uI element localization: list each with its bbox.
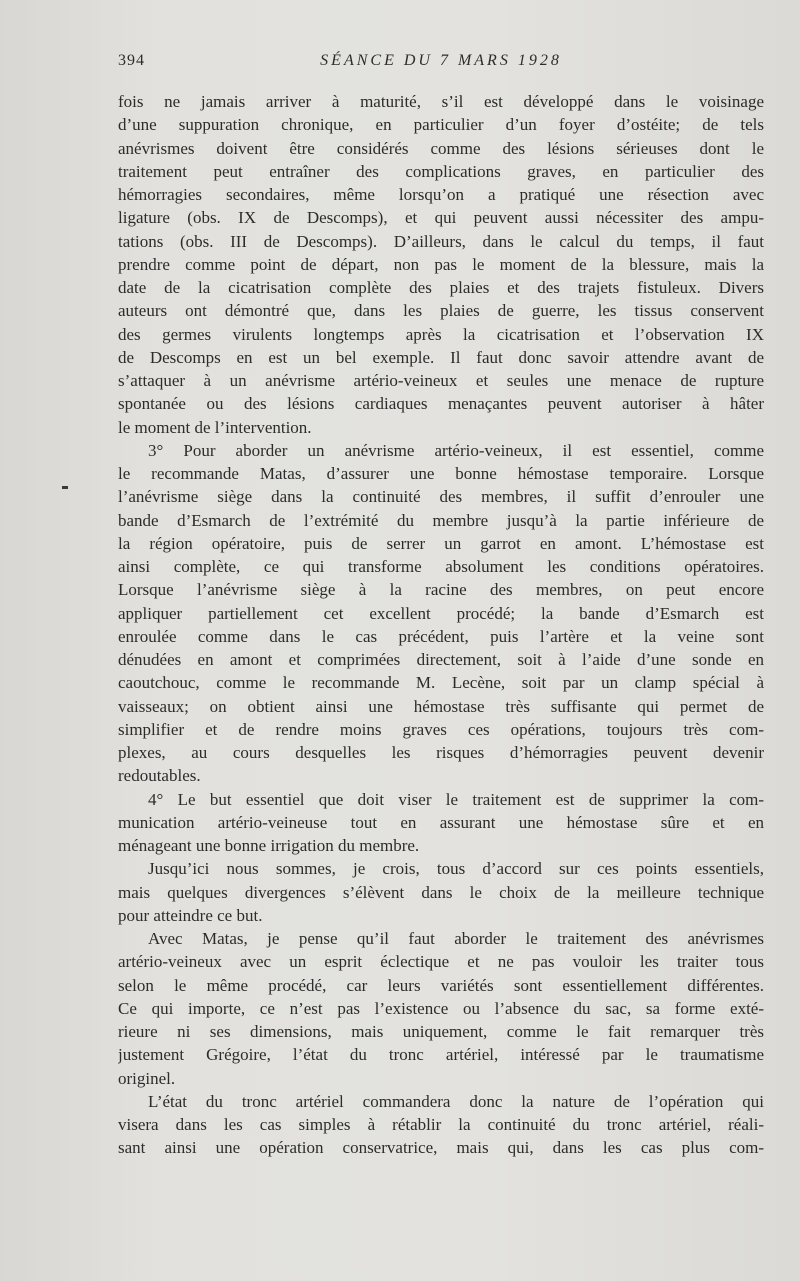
text-line: des germes virulents longtemps après la cicatrisation et l’observation IX <box>118 324 764 344</box>
text-line: auteurs ont démontré que, dans les plaies de guerre, les tissus conservent <box>118 301 764 321</box>
text-line: justement Grégoire, l’état du tronc artériel, intéressé par le traumatisme <box>118 1045 764 1065</box>
text-line: sant ainsi une opération conservatrice, mais qui, dans les cas plus com- <box>118 1138 764 1158</box>
text-line: traitement peut entraîner des complications graves, en particulier des <box>118 161 764 181</box>
text-line: date de la cicatrisation complète des plaies et des trajets fistuleux. Divers <box>118 278 764 297</box>
text-line: L’état du tronc artériel commandera donc la nature de l’opération qui <box>148 1091 764 1111</box>
text-line: le recommande Matas, d’assurer une bonne hémostase temporaire. Lorsque <box>118 464 764 483</box>
running-head: SÉANCE DU 7 MARS 1928 <box>320 52 562 69</box>
text-line: de Descomps en est un bel exemple. Il faut donc savoir attendre avant de <box>118 347 764 367</box>
text-line: spontanée ou des lésions cardiaques menaçantes peuvent autoriser à hâter <box>118 394 764 414</box>
text-line: enroulée comme dans le cas précédent, puis l’artère et la veine sont <box>118 626 764 646</box>
text-line: 4° Le but essentiel que doit viser le traitement est de supprimer la com- <box>148 789 764 809</box>
text-line: dénudées en amont et comprimées directement, soit à l’aide d’une sonde en <box>118 650 764 669</box>
text-line: caoutchouc, comme le recommande M. Lecène, soit par un clamp spécial à <box>118 673 764 693</box>
text-line: Lorsque l’anévrisme siège à la racine des membres, on peut encore <box>118 580 764 600</box>
margin-mark <box>62 486 68 489</box>
text-line: Ce qui importe, ce n’est pas l’existence ou l’absence du sac, sa forme exté- <box>118 998 764 1018</box>
page-number: 394 <box>118 52 145 69</box>
text-line: hémorragies secondaires, même lorsqu’on a pratiqué une résection avec <box>118 185 764 204</box>
text-line: Jusqu’ici nous sommes, je crois, tous d’accord sur ces points essentiels, <box>148 859 764 879</box>
text-line: visera dans les cas simples à rétablir la continuité du tronc artériel, réali- <box>118 1115 764 1134</box>
text-line: Avec Matas, je pense qu’il faut aborder le traitement des anévrismes <box>148 929 764 948</box>
text-line: mais quelques divergences s’élèvent dans le choix de la meilleure technique <box>118 882 764 902</box>
text-line: redoutables. <box>118 766 201 786</box>
text-line: la région opératoire, puis de serrer un garrot en amont. L’hémostase est <box>118 533 764 553</box>
text-line: rieure ni ses dimensions, mais uniquement, comme le fait remarquer très <box>118 1022 764 1041</box>
text-line: originel. <box>118 1068 176 1088</box>
text-line: artério-veineux avec un esprit éclectique et ne pas vouloir les traiter tous <box>118 952 764 972</box>
text-line: munication artério-veineuse tout en assurant une hémostase sûre et en <box>118 812 764 832</box>
text-line: vaisseaux; on obtient ainsi une hémostase très suffisante qui permet de <box>118 696 764 716</box>
body-text <box>118 90 764 1160</box>
text-line: plexes, au cours desquelles les risques d’hémorragies peuvent devenir <box>118 743 764 762</box>
text-line: le moment de l’intervention. <box>118 417 312 437</box>
text-line: fois ne jamais arriver à maturité, s’il est développé dans le voisinage <box>118 92 764 111</box>
text-line: simplifier et de rendre moins graves ces opérations, toujours très com- <box>118 719 764 739</box>
text-line: anévrismes doivent être considérés comme des lésions sérieuses dont le <box>118 138 764 158</box>
text-line: tations (obs. III de Descomps). D’ailleurs, dans le calcul du temps, il faut <box>118 231 764 251</box>
text-line: ménageant une bonne irrigation du membre. <box>118 836 420 855</box>
text-line: s’attaquer à un anévrisme artério-veineux et seules une menace de rupture <box>118 371 764 390</box>
page-header <box>118 52 764 74</box>
text-line: pour atteindre ce but. <box>118 905 263 925</box>
text-line: prendre comme point de départ, non pas le moment de la blessure, mais la <box>118 254 764 274</box>
text-line: d’une suppuration chronique, en particulier d’un foyer d’ostéite; de tels <box>118 115 764 135</box>
text-line: ligature (obs. IX de Descomps), et qui peuvent aussi nécessiter des ampu- <box>118 208 764 228</box>
text-line: 3° Pour aborder un anévrisme artério-veineux, il est essentiel, comme <box>148 440 764 460</box>
text-line: ainsi complète, ce qui transforme absolument les conditions opératoires. <box>118 557 764 576</box>
text-line: l’anévrisme siège dans la continuité des membres, il suffit d’enrouler une <box>118 487 764 507</box>
text-line: appliquer partiellement cet excellent procédé; la bande d’Esmarch est <box>118 603 764 623</box>
text-line: selon le même procédé, car leurs variétés sont essentiellement différentes. <box>118 975 764 995</box>
text-line: bande d’Esmarch de l’extrémité du membre jusqu’à la partie inférieure de <box>118 510 764 530</box>
